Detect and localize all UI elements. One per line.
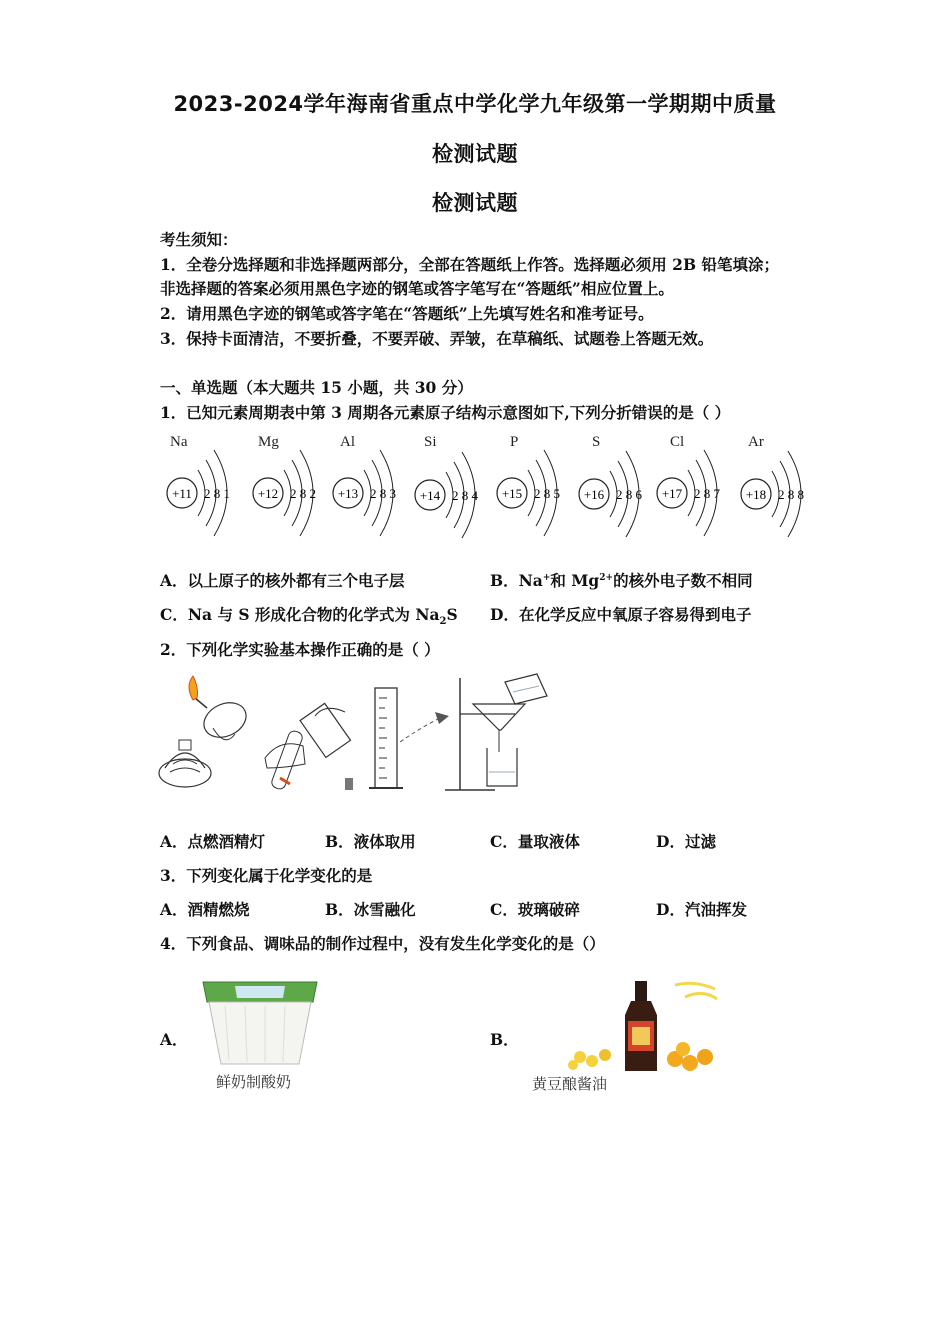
atomic-structure-diagrams	[160, 448, 820, 548]
nucleus-charge: +11	[172, 486, 192, 501]
atom-diagram-cl	[657, 450, 721, 536]
q4-stem: 4．下列食品、调味品的制作过程中，没有发生化学变化的是（）	[160, 934, 605, 953]
q3-option-b: B．冰雪融化	[325, 900, 416, 919]
q2-option-c: C．量取液体	[490, 832, 580, 851]
atom-symbol: Ar	[748, 434, 764, 450]
nucleus-charge: +17	[661, 486, 683, 501]
electron-shells: 2 8 3	[370, 486, 396, 501]
atom-symbol: Na	[170, 434, 188, 450]
q2-option-b: B．液体取用	[325, 832, 416, 851]
q1-option-b: B．Na+和 $Mg^{2+}$的核外电子数不相同	[490, 571, 753, 590]
exam-title-line2: 检测试题	[432, 142, 518, 166]
electron-shells: 2 8 6	[616, 487, 642, 502]
q3-option-a: A．酒精燃烧	[160, 900, 250, 919]
electron-shells: 2 8 7	[694, 486, 720, 501]
q2-option-a: A．点燃酒精灯	[160, 832, 266, 851]
nucleus-charge: +15	[501, 486, 523, 501]
notice-item-2: 2．请用黑色字迹的钢笔或答字笔在“答题纸”上先填写姓名和准考证号。	[160, 304, 654, 323]
q4-caption-b: 黄豆酿酱油	[532, 1075, 608, 1093]
notice-item-1a: 1．全卷分选择题和非选择题两部分，全部在答题纸上作答。选择题必须用 2B 铅笔填涂；	[160, 255, 779, 274]
electron-shells: 2 8 8	[778, 487, 804, 502]
atom-diagram-si	[415, 452, 479, 538]
q2-option-d: D．过滤	[656, 832, 716, 851]
q1-option-c: C．Na 与 S 形成化合物的化学式为 $Na_2S$	[160, 605, 458, 628]
atom-symbol: S	[592, 434, 601, 450]
filtration-drawing	[445, 674, 547, 790]
q2-stem: 2．下列化学实验基本操作正确的是（ ）	[160, 640, 440, 659]
graduated-cylinder-drawing	[369, 688, 449, 788]
atom-diagram-s	[579, 451, 643, 537]
q3-option-c: C．玻璃破碎	[490, 900, 580, 919]
q3-stem: 3．下列变化属于化学变化的是	[160, 866, 373, 885]
q1-option-a: A．以上原子的核外都有三个电子层	[160, 571, 405, 590]
nucleus-charge: +13	[337, 486, 359, 501]
nucleus-charge: +14	[419, 488, 441, 503]
nucleus-charge: +12	[257, 486, 279, 501]
liquid-pouring-drawing	[265, 703, 353, 790]
q1-stem: 1．已知元素周期表中第 3 周期各元素原子结构示意图如下,下列分折错误的是（ ）	[160, 403, 731, 422]
atom-symbol: Mg	[258, 434, 279, 450]
soy-sauce-image	[565, 975, 720, 1075]
notice-item-1b: 非选择题的答案必须用黑色字迹的钢笔或答字笔写在“答题纸”相应位置上。	[160, 279, 674, 298]
lab-operations-illustration	[155, 668, 555, 800]
q4-option-a: A．	[160, 1030, 188, 1049]
atom-symbol: Al	[340, 434, 355, 450]
q1-option-d: D．在化学反应中氧原子容易得到电子	[490, 605, 752, 624]
q4-option-b: B．	[490, 1030, 519, 1049]
exam-title-line3: 检测试题	[432, 191, 518, 215]
notice-item-3: 3．保持卡面清洁，不要折叠，不要弄破、弄皱，在草稿纸、试题卷上答题无效。	[160, 329, 714, 348]
atom-diagram-ar	[741, 451, 804, 537]
atom-diagram-p	[497, 450, 560, 536]
section-heading: 一、单选题（本大题共 15 小题，共 30 分）	[160, 378, 473, 397]
electron-shells: 2 8 4	[452, 488, 478, 503]
yogurt-cup-image	[195, 972, 325, 1072]
q4-caption-a: 鲜奶制酸奶	[216, 1073, 292, 1091]
atom-symbol: Si	[424, 434, 437, 450]
exam-title-line1: 2023-2024学年海南省重点中学化学九年级第一学期期中质量	[173, 92, 777, 116]
notice-heading: 考生须知：	[160, 230, 238, 249]
electron-shells: 2 8 1	[204, 486, 230, 501]
atom-diagram-al	[333, 450, 396, 536]
nucleus-charge: +16	[583, 487, 605, 502]
atom-symbol: P	[510, 434, 519, 450]
alcohol-lamp-drawing	[159, 676, 252, 787]
nucleus-charge: +18	[745, 487, 767, 502]
atom-diagram-na	[167, 450, 230, 536]
electron-shells: 2 8 2	[290, 486, 316, 501]
atom-symbol: Cl	[670, 434, 685, 450]
electron-shells: 2 8 5	[534, 486, 560, 501]
q3-option-d: D．汽油挥发	[656, 900, 747, 919]
atom-diagram-mg	[253, 450, 316, 536]
